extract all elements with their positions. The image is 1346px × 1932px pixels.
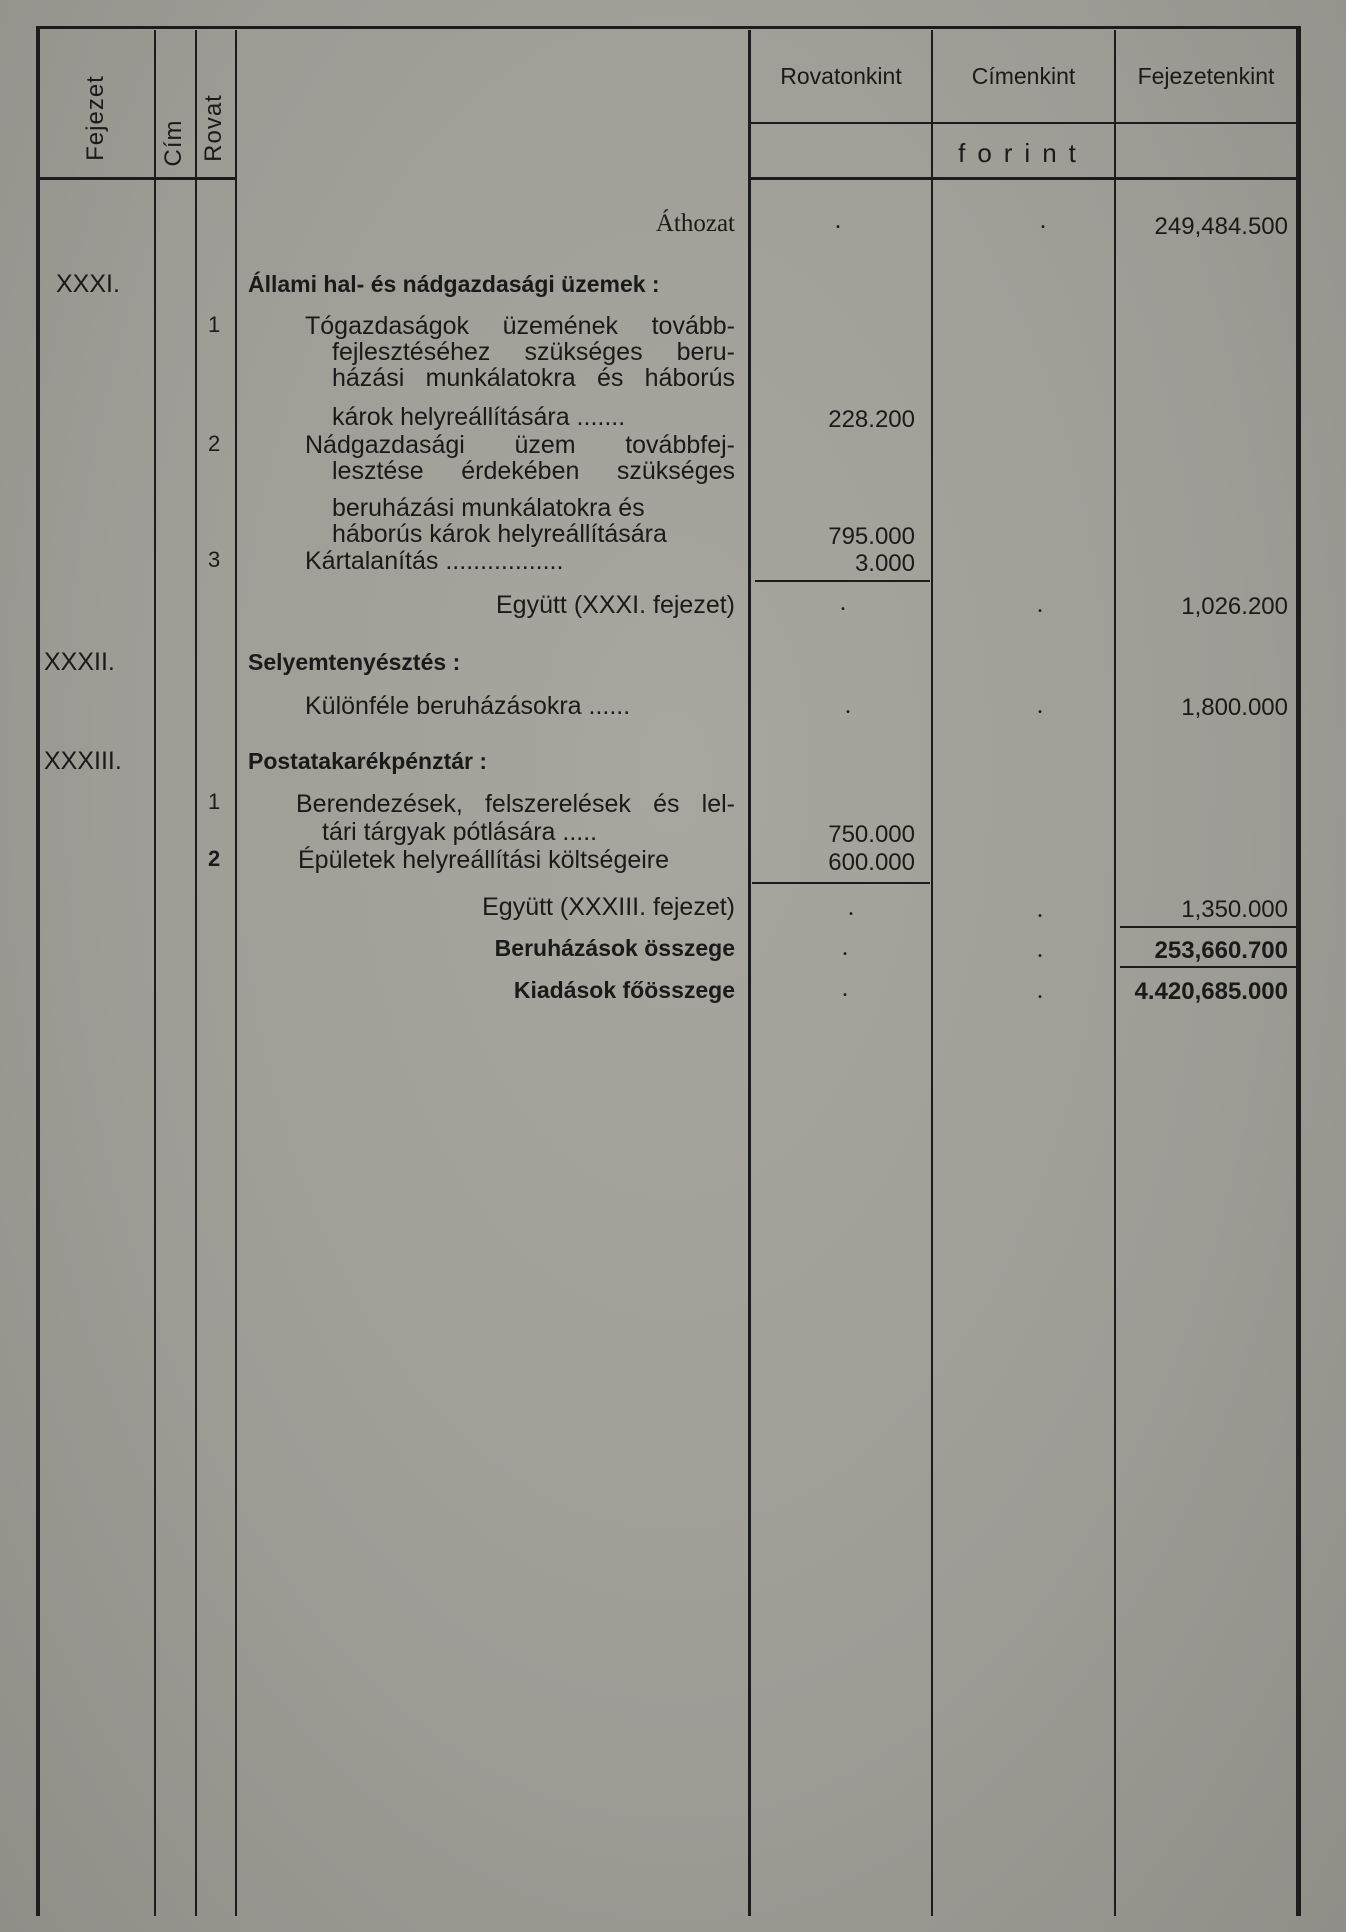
kiadasok-cimenkint-dot: . — [1037, 978, 1043, 1004]
header-cimenkint: Címenkint — [971, 63, 1076, 89]
chapter-xxxi-number: XXXI. — [56, 270, 120, 298]
athozat-rovatonkint-dot: . — [835, 208, 841, 234]
xxxi-item1-line1: Tógazdaságok üzemének tovább- — [305, 312, 735, 340]
chapter-xxxii-title: Selyemtenyésztés : — [248, 649, 461, 675]
xxxii-cimenkint-dot: . — [1037, 693, 1043, 719]
header-cim: Cím — [160, 119, 187, 167]
col-divider-rovat — [235, 30, 237, 1916]
xxxiii-item2-line1: Épületek helyreállítási költségeire — [298, 846, 670, 874]
xxxii-total-amount: 1,800.000 — [1181, 694, 1288, 721]
athozat-label: Áthozat — [655, 210, 735, 237]
xxxi-item1-line2: fejlesztéséhez szükséges beru- — [332, 338, 735, 366]
beruhazasok-cimenkint-dot: . — [1037, 937, 1043, 963]
chapter-xxxi-title: Állami hal- és nádgazdasági üzemek : — [248, 271, 660, 297]
beruhazasok-rovatonkint-dot: . — [842, 935, 848, 961]
xxxi-item3-rovat: 3 — [208, 547, 221, 572]
xxxii-item1-line1: Különféle beruházásokra ...... — [305, 692, 631, 720]
xxxiii-item2-rovat: 2 — [208, 846, 221, 871]
frame-top — [36, 26, 1301, 29]
header-subline — [750, 122, 1296, 124]
xxxiii-sum-rule — [752, 882, 930, 884]
grand-rule-2 — [1120, 966, 1296, 968]
xxxiii-total-cimenkint-dot: . — [1037, 897, 1043, 923]
xxxi-item2-line3: beruházási munkálatokra és — [332, 494, 645, 522]
kiadasok-label: Kiadások főösszege — [513, 977, 735, 1003]
col-divider-rovatonkint — [931, 30, 933, 1916]
athozat-fejezetenkint: 249,484.500 — [1154, 213, 1288, 240]
header-bottom-right — [750, 177, 1296, 180]
chapter-xxxiii-number: XXXIII. — [44, 747, 122, 775]
xxxi-item1-line4: károk helyreállítására ....... — [332, 403, 626, 431]
header-rovat: Rovat — [200, 94, 227, 162]
xxxi-item1-line3: házási munkálatokra és háborús — [332, 364, 735, 392]
chapter-xxxiii-title: Postatakarékpénztár : — [248, 748, 488, 774]
chapter-xxxii-number: XXXII. — [44, 648, 115, 676]
xxxi-total-cimenkint-dot: . — [1037, 592, 1043, 618]
xxxi-item2-line4: háborús károk helyreállítására — [332, 520, 667, 548]
xxxi-item1-rovat: 1 — [208, 312, 221, 337]
beruhazasok-label: Beruházások összege — [494, 935, 735, 961]
xxxi-total-label: Együtt (XXXI. fejezet) — [496, 591, 735, 619]
xxxiii-item1-line2: tári tárgyak pótlására ..... — [322, 818, 598, 846]
header-currency: forint — [958, 138, 1088, 168]
col-divider-cimenkint — [1114, 30, 1116, 1916]
xxxi-item1-amount: 228.200 — [828, 406, 915, 433]
xxxiii-item1-amount: 750.000 — [828, 821, 915, 848]
kiadasok-amount: 4.420,685.000 — [1134, 978, 1288, 1005]
xxxiii-item1-rovat: 1 — [208, 789, 221, 814]
frame-right — [1296, 26, 1301, 1916]
xxxi-total-rovatonkint-dot: . — [840, 590, 846, 616]
col-divider-fejezet — [154, 30, 156, 1916]
beruhazasok-amount: 253,660.700 — [1154, 937, 1288, 964]
header-fejezet: Fejezet — [82, 75, 109, 161]
xxxi-item2-line1: Nádgazdasági üzem továbbfej- — [305, 431, 735, 459]
xxxi-item2-amount: 795.000 — [828, 523, 915, 550]
header-bottom-left — [40, 177, 235, 180]
xxxiii-total-rovatonkint-dot: . — [848, 895, 854, 921]
xxxi-item3-amount: 3.000 — [854, 550, 915, 577]
xxxiii-total-label: Együtt (XXXIII. fejezet) — [482, 893, 735, 921]
xxxiii-total-amount: 1,350.000 — [1181, 896, 1288, 923]
xxxii-rovatonkint-dot: . — [845, 693, 851, 719]
xxxi-item2-rovat: 2 — [208, 431, 221, 456]
athozat-cimenkint-dot: . — [1040, 208, 1046, 234]
xxxi-sum-rule — [755, 580, 930, 582]
xxxiii-item2-amount: 600.000 — [828, 849, 915, 876]
frame-left — [36, 26, 40, 1916]
col-divider-desc — [748, 30, 751, 1916]
header-rovatonkint: Rovatonkint — [780, 63, 902, 89]
xxxi-total-amount: 1,026.200 — [1181, 593, 1288, 620]
xxxiii-item1-line1: Berendezések, felszerelések és lel- — [296, 790, 735, 818]
grand-rule-1 — [1120, 926, 1296, 928]
col-divider-cim — [195, 30, 197, 1916]
kiadasok-rovatonkint-dot: . — [842, 976, 848, 1002]
xxxi-item3-line1: Kártalanítás ................. — [305, 547, 564, 575]
xxxi-item2-line2: lesztése érdekében szükséges — [332, 457, 735, 485]
header-fejezetenkint: Fejezetenkint — [1137, 63, 1275, 89]
